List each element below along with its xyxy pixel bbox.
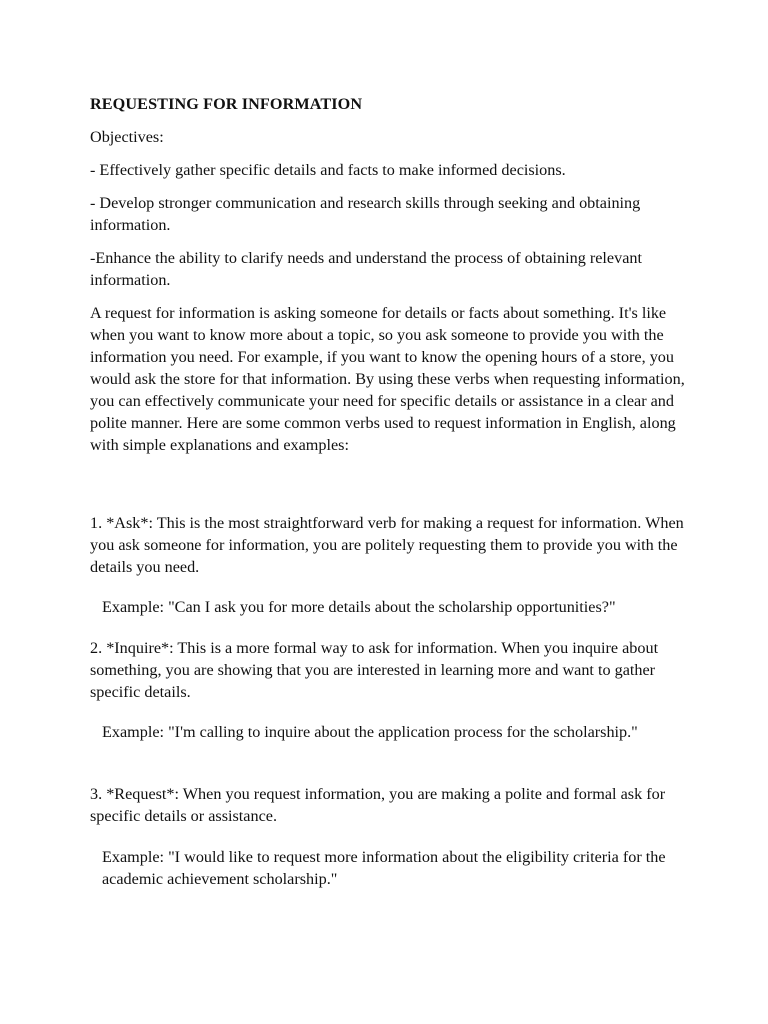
intro-paragraph: A request for information is asking someone for details or facts about something. It's like when you want to know more about a topic, so you ask someone to provide you with the information you need. For example, if you want to know the opening hours of a store, you would ask the store for that information. By using these verbs when requesting information, you can effectively communicate your need for specific details or assistance in a clear and polite manner. Here are some common verbs used to request information in English, along with simple explanations and examples: [90,304,685,454]
objective-item-3: -Enhance the ability to clarify needs and understand the process of obtaining relevant information. [90,249,642,289]
objective-item-2: - Develop stronger communication and research skills through seeking and obtaining information. [90,194,641,234]
verb-ask-description: 1. *Ask*: This is the most straightforward verb for making a request for information. When you ask someone for information, you are politely requesting them to provide you with the details you need. [90,514,684,576]
objectives-heading: Objectives: [90,128,164,146]
verb-inquire-example: Example: "I'm calling to inquire about the application process for the scholarship." [102,723,638,741]
verb-inquire-description: 2. *Inquire*: This is a more formal way to ask for information. When you inquire about something, you are showing that you are interested in learning more and want to gather specific details. [90,639,659,701]
verb-request-description: 3. *Request*: When you request information, you are making a polite and formal ask for specific details or assistance. [90,785,666,825]
objective-item-1: - Effectively gather specific details and facts to make informed decisions. [90,161,566,179]
verb-ask-example: Example: "Can I ask you for more details about the scholarship opportunities?" [102,598,616,616]
verb-request-example: Example: "I would like to request more information about the eligibility criteria for the academic achievement scholarship." [102,848,666,888]
document-title: REQUESTING FOR INFORMATION [90,95,363,113]
